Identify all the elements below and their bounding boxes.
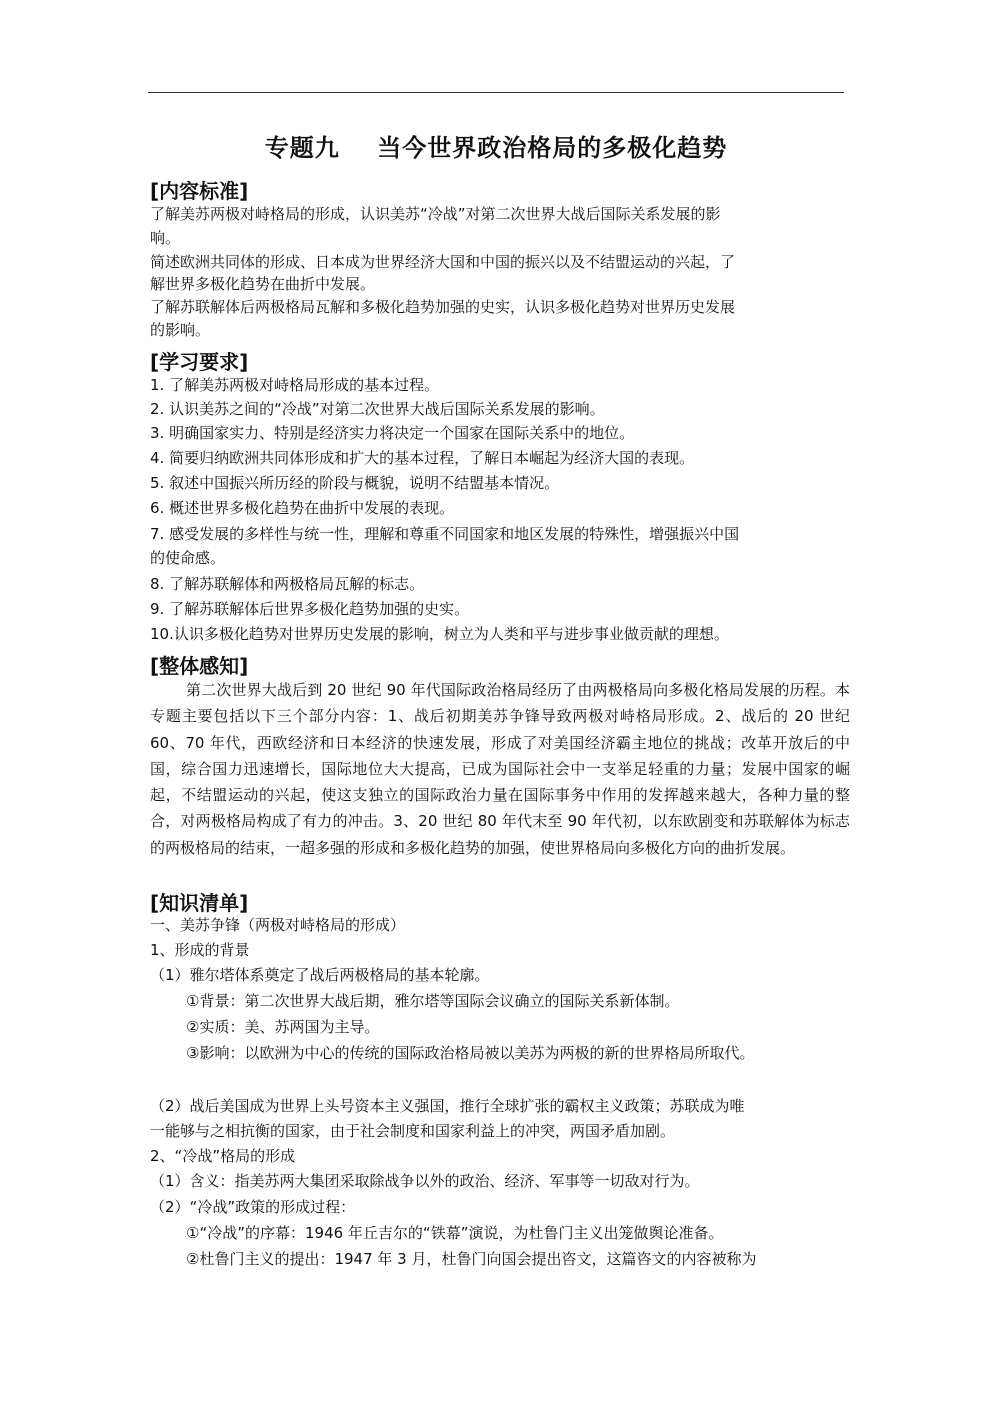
overview-paragraph: 第二次世界大战后到 20 世纪 90 年代国际政治格局经历了由两极格局向多极化格局发展的历程。本专题主要包括以下三个部分内容：1、战后初期美苏争锋导致两极对峙格局形成。2、战后的 20 世纪 60、70 年代，西欧经济和日本经济的快速发展，形成了对美国经济霸主地位的挑战；改革开放后的中国，综合国力迅速增长，国际地位大大提高，已成为国际社会中一支举足轻重的力量；发展中国家的崛起，不结盟运动的兴起，使这支独立的国际政治力量在国际事务中作用的发挥越来越大，各种力量的整合，对两极格局构成了有力的冲击。3、20 世纪 80 年代末至 90 年代初，以东欧剧变和苏联解体为标志的两极格局的结束，一超多强的形成和多极化趋势的加强，使世界格局向多极化方向的曲折发展。 (150, 681, 850, 857)
list-item: 2. 认识美苏之间的“冷战”对第二次世界大战后国际关系发展的影响。 (150, 400, 605, 418)
text-line: ①“冷战”的序幕：1946 年丘吉尔的“铁幕”演说，为杜鲁门主义出笼做舆论准备。 (186, 1224, 724, 1242)
list-item: 6. 概述世界多极化趋势在曲折中发展的表现。 (150, 499, 455, 517)
list-item: 1. 了解美苏两极对峙格局形成的基本过程。 (150, 376, 440, 394)
list-item: 5. 叙述中国振兴所历经的阶段与概貌，说明不结盟基本情况。 (150, 474, 560, 492)
text-line: ③影响：以欧洲为中心的传统的国际政治格局被以美苏为两极的新的世界格局所取代。 (186, 1044, 755, 1062)
text-line: 了解美苏两极对峙格局的形成，认识美苏“冷战”对第二次世界大战后国际关系发展的影 (150, 205, 721, 223)
list-item: 9. 了解苏联解体后世界多极化趋势加强的史实。 (150, 600, 470, 618)
text-line: ②实质：美、苏两国为主导。 (186, 1018, 380, 1036)
list-item: 7. 感受发展的多样性与统一性，理解和尊重不同国家和地区发展的特殊性，增强振兴中国 (150, 525, 740, 543)
text-line: 1、形成的背景 (150, 941, 250, 959)
text-line: 简述欧洲共同体的形成、日本成为世界经济大国和中国的振兴以及不结盟运动的兴起，了 (150, 253, 736, 271)
text-line: （2）战后美国成为世界上头号资本主义强国，推行全球扩张的霸权主义政策；苏联成为唯 (150, 1097, 745, 1115)
text-line: 2、“冷战”格局的形成 (150, 1147, 296, 1165)
list-item: 4. 简要归纳欧洲共同体形成和扩大的基本过程，了解日本崛起为经济大国的表现。 (150, 449, 695, 467)
heading-content-standard: [内容标准] (150, 179, 249, 203)
text-line: ①背景：第二次世界大战后期，雅尔塔等国际会议确立的国际关系新体制。 (186, 992, 680, 1010)
text-line: 的影响。 (150, 321, 211, 339)
text-line: 解世界多极化趋势在曲折中发展。 (150, 275, 376, 293)
page-title: 专题九 当今世界政治格局的多极化趋势 (264, 134, 728, 162)
header-rule (148, 92, 844, 93)
text-line: （1）含义：指美苏两大集团采取除战争以外的政治、经济、军事等一切敌对行为。 (150, 1172, 700, 1190)
heading-overview: [整体感知] (150, 654, 249, 678)
text-line: ②杜鲁门主义的提出：1947 年 3 月，杜鲁门向国会提出咨文，这篇咨文的内容被称为 (186, 1250, 757, 1268)
text-line: （2）“冷战”政策的形成过程： (150, 1198, 356, 1216)
heading-learning-requirements: [学习要求] (150, 350, 249, 374)
text-line: 了解苏联解体后两极格局瓦解和多极化趋势加强的史实，认识多极化趋势对世界历史发展 (150, 298, 736, 316)
list-item: 的使命感。 (150, 549, 226, 567)
text-line: 一能够与之相抗衡的国家，由于社会制度和国家利益上的冲突，两国矛盾加剧。 (150, 1122, 676, 1140)
heading-knowledge-list: [知识清单] (150, 891, 249, 915)
list-item: 8. 了解苏联解体和两极格局瓦解的标志。 (150, 575, 425, 593)
text-line: 响。 (150, 229, 181, 247)
text-line: （1）雅尔塔体系奠定了战后两极格局的基本轮廓。 (150, 966, 490, 984)
text-line: 一、美苏争锋（两极对峙格局的形成） (150, 916, 406, 934)
list-item: 10.认识多极化趋势对世界历史发展的影响，树立为人类和平与进步事业做贡献的理想。 (150, 625, 729, 643)
list-item: 3. 明确国家实力、特别是经济实力将决定一个国家在国际关系中的地位。 (150, 424, 635, 442)
